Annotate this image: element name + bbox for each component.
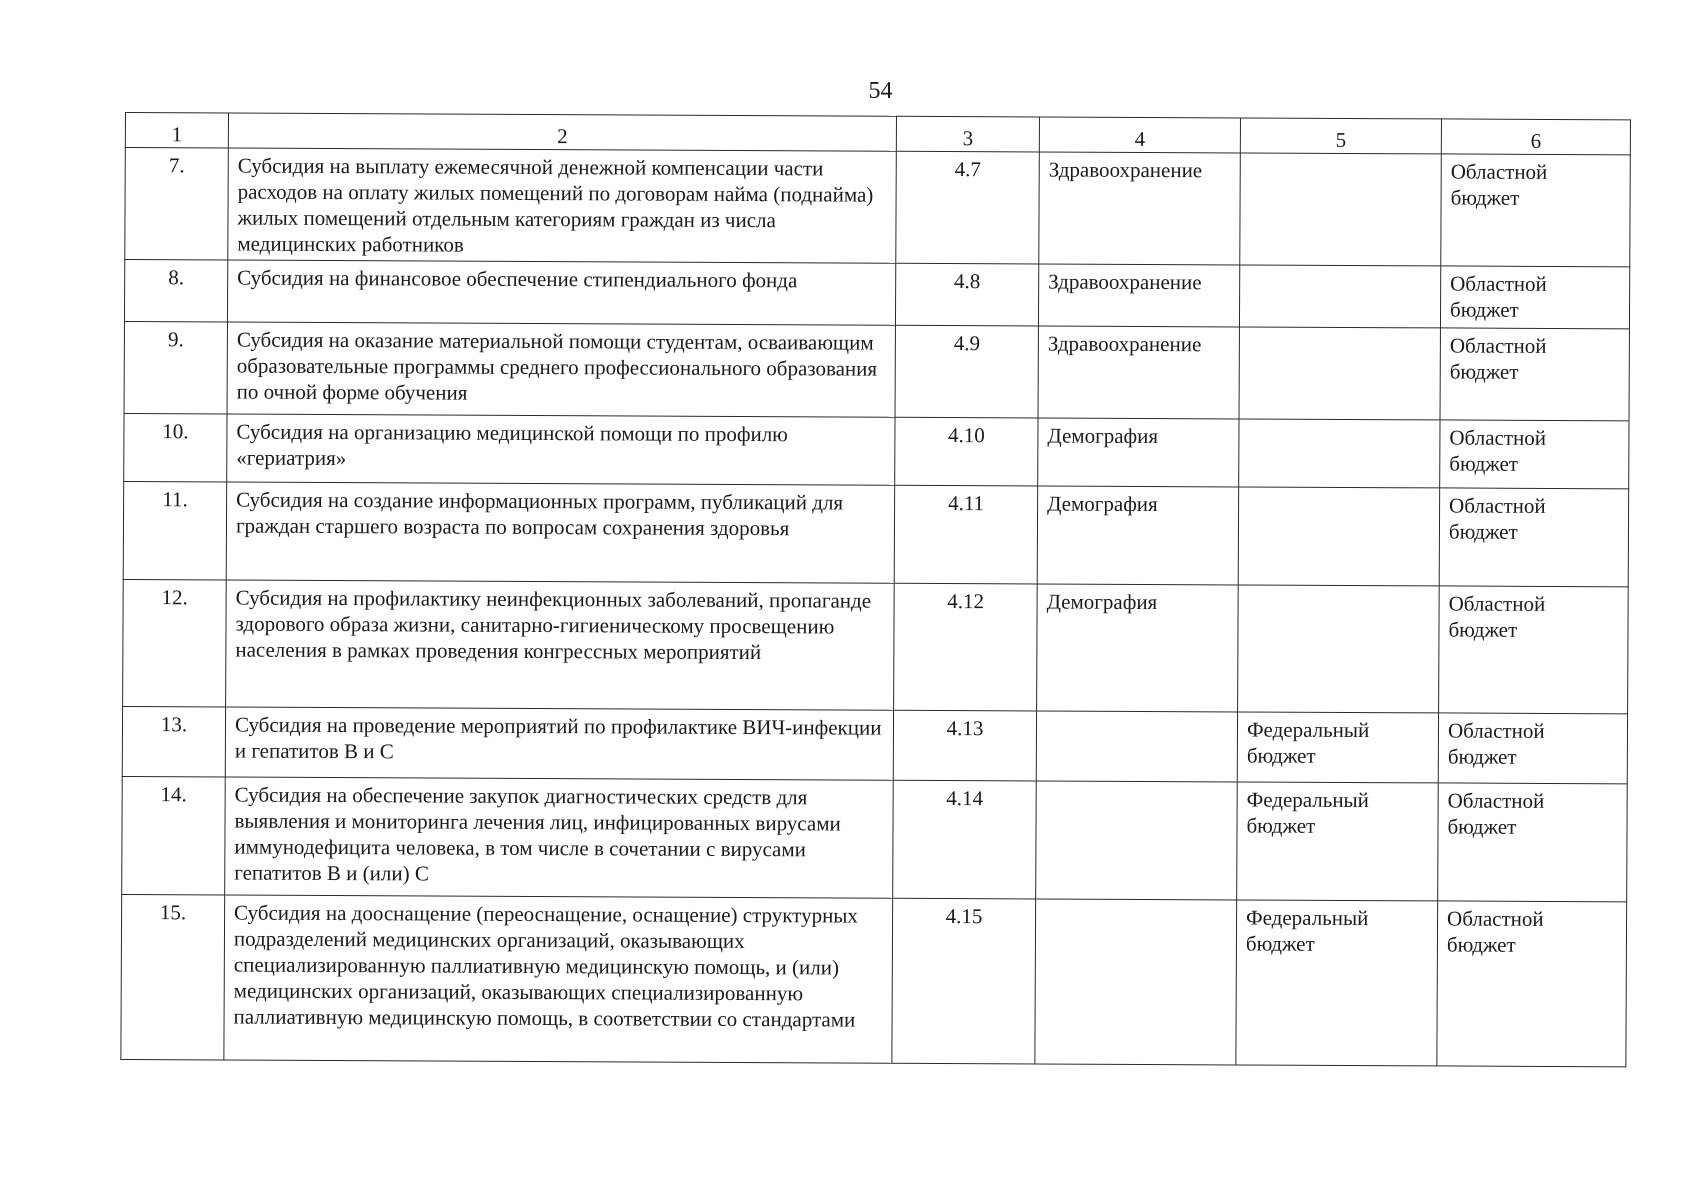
row-federal-budget: Федеральный бюджет xyxy=(1237,712,1438,783)
header-cell-3: 3 xyxy=(896,116,1039,152)
row-code: 4.10 xyxy=(895,417,1038,486)
row-code: 4.12 xyxy=(894,583,1038,711)
table-row xyxy=(124,321,1629,420)
row-regional-budget: Областной бюджет xyxy=(1440,420,1629,489)
row-regional-budget: Областной бюджет xyxy=(1439,488,1628,587)
row-description: Субсидия на обеспечение закупок диагностических средств для выявления и мониторинга лечения лиц, инфицированных вирусами иммунодефицита человека, в том числе в сочетании с вирусами гепатитов В и (или) С xyxy=(225,777,894,898)
row-code: 4.8 xyxy=(895,263,1038,326)
row-regional-budget: Областной бюджет xyxy=(1441,154,1631,267)
row-code: 4.9 xyxy=(895,325,1038,418)
row-sphere: Здравоохранение xyxy=(1038,326,1239,419)
row-code: 4.13 xyxy=(893,710,1036,781)
row-sphere: Демография xyxy=(1037,584,1239,712)
row-number: 12. xyxy=(123,579,227,707)
row-sphere xyxy=(1035,899,1237,1065)
header-cell-1: 1 xyxy=(125,113,228,149)
row-federal-budget xyxy=(1238,585,1440,713)
row-federal-budget: Федеральный бюджет xyxy=(1237,782,1439,901)
row-number: 8. xyxy=(124,260,227,323)
header-cell-2: 2 xyxy=(228,113,896,151)
table-row xyxy=(122,706,1627,783)
table-row xyxy=(125,148,1631,267)
row-description: Субсидия на выплату ежемесячной денежной компенсации части расходов на оплату жилых помещений по договорам найма (поднайма) жилых помещений отдельным категориям граждан из числа медицинских работников xyxy=(228,148,897,263)
row-description: Субсидия на проведение мероприятий по профилактике ВИЧ-инфекции и гепатитов В и С xyxy=(225,707,893,780)
table-row xyxy=(124,413,1629,488)
table-row xyxy=(124,260,1629,329)
row-code: 4.15 xyxy=(892,898,1036,1064)
row-number: 15. xyxy=(121,894,225,1060)
row-number: 9. xyxy=(124,321,227,414)
row-code: 4.7 xyxy=(896,151,1040,264)
row-federal-budget xyxy=(1239,419,1440,488)
header-cell-6: 6 xyxy=(1441,119,1630,155)
row-regional-budget: Областной бюджет xyxy=(1438,783,1628,902)
row-number: 10. xyxy=(124,413,227,482)
row-number: 13. xyxy=(122,706,225,777)
page-number: 54 xyxy=(868,78,893,104)
row-regional-budget: Областной бюджет xyxy=(1440,328,1629,421)
row-regional-budget: Областной бюджет xyxy=(1439,586,1629,714)
row-regional-budget: Областной бюджет xyxy=(1440,266,1629,329)
row-sphere: Демография xyxy=(1038,418,1239,487)
subsidies-table xyxy=(120,112,1631,1067)
row-sphere: Демография xyxy=(1037,486,1238,585)
table-row xyxy=(123,579,1629,713)
row-description: Субсидия на создание информационных программ, публикаций для граждан старшего возраста по вопросам сохранения здоровья xyxy=(226,482,894,583)
row-federal-budget xyxy=(1239,327,1440,420)
row-federal-budget xyxy=(1238,487,1439,586)
row-description: Субсидия на оказание материальной помощи студентам, осваивающим образовательные программы среднего профессионального образования по очной форме обучения xyxy=(227,322,895,417)
row-sphere: Здравоохранение xyxy=(1038,264,1239,327)
row-code: 4.11 xyxy=(894,485,1037,584)
row-regional-budget: Областной бюджет xyxy=(1437,901,1627,1067)
row-regional-budget: Областной бюджет xyxy=(1438,713,1627,784)
row-number: 11. xyxy=(123,481,226,580)
row-federal-budget xyxy=(1239,265,1440,328)
row-number: 7. xyxy=(125,148,229,261)
row-sphere: Здравоохранение xyxy=(1039,152,1241,265)
row-description: Субсидия на дооснащение (переоснащение, оснащение) структурных подразделений медицинских организаций, оказывающих специализированную паллиативную медицинскую помощь, и (или) медицинских организаций, оказывающих специализированную паллиативную медицинскую помощь, в соответствии со стандартами xyxy=(224,895,893,1063)
table-row xyxy=(121,894,1627,1066)
row-description: Субсидия на финансовое обеспечение стипендиального фонда xyxy=(227,260,895,325)
row-number: 14. xyxy=(122,776,226,895)
header-cell-5: 5 xyxy=(1240,118,1441,154)
row-sphere xyxy=(1036,781,1238,900)
table-row xyxy=(123,481,1628,586)
row-sphere xyxy=(1036,711,1237,782)
row-description: Субсидия на организацию медицинской помощи по профилю «гериатрия» xyxy=(227,414,895,485)
row-description: Субсидия на профилактику неинфекционных заболеваний, пропаганде здорового образа жизни, санитарно-гигиеническому просвещению населения в рамках проведения конгрессных мероприятий xyxy=(226,580,895,710)
header-cell-4: 4 xyxy=(1039,117,1240,153)
row-federal-budget: Федеральный бюджет xyxy=(1236,900,1438,1066)
row-federal-budget xyxy=(1240,153,1442,266)
row-code: 4.14 xyxy=(893,780,1037,899)
table-row xyxy=(122,776,1628,901)
